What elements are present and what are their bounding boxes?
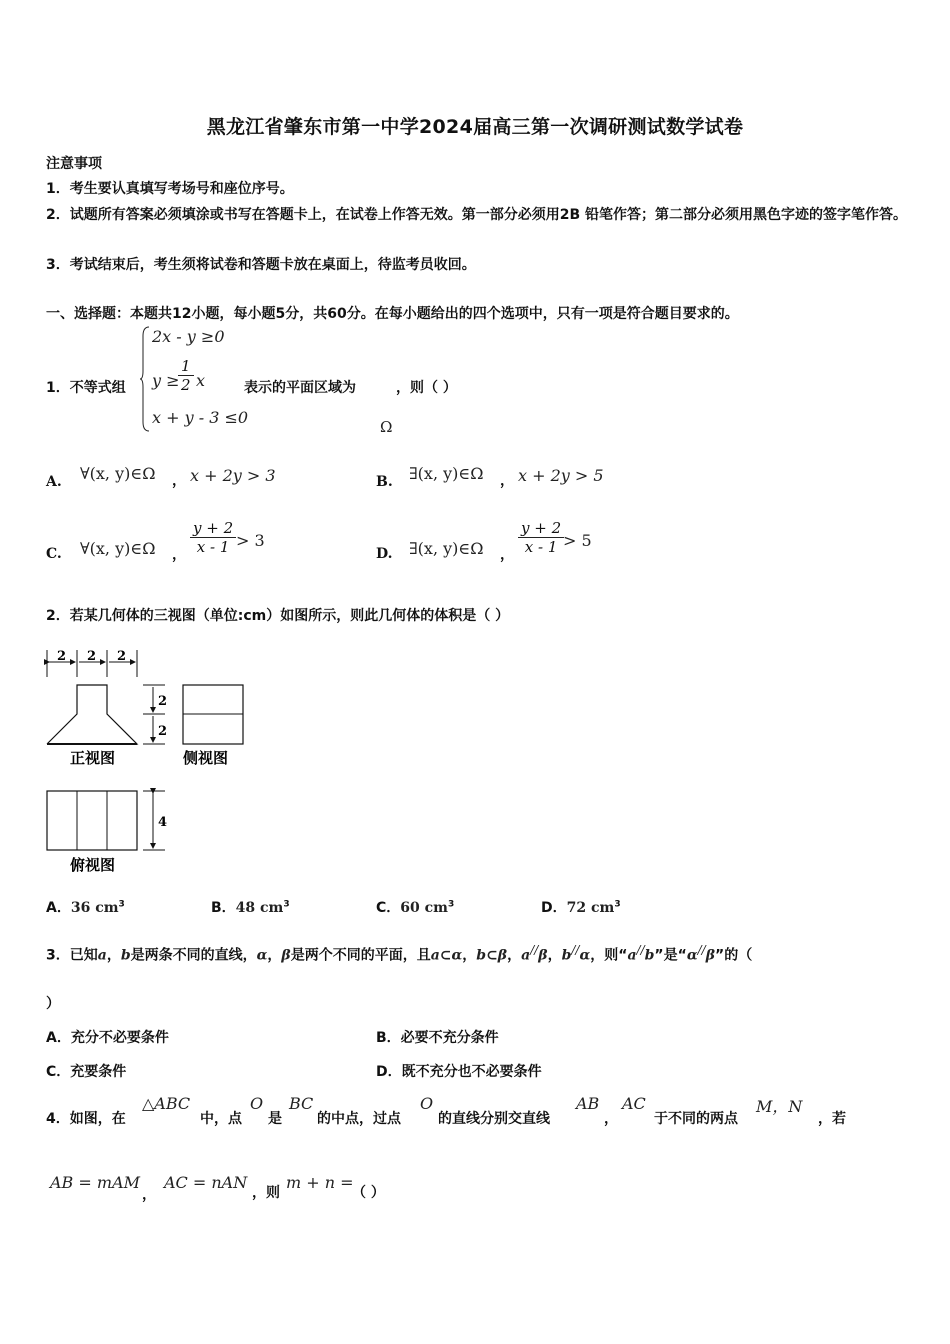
q4-t3: 是 [268,1111,282,1127]
q2-option-d-sup: 3 [614,899,621,910]
q3-option-c[interactable] [46,1061,126,1081]
q3-seg: ， [462,947,477,964]
q1-option-a-expr: x + 2y > 3 [190,466,276,485]
q4-comma2: ， [142,1187,156,1203]
q1-ineq-2-lhs: y ≥ [152,371,180,390]
q1-omega: Ω [380,418,393,436]
q4-eq1: AB = mAM [50,1173,140,1192]
q3-option-a[interactable] [46,1027,169,1047]
q1-option-d-rel: > 5 [563,531,592,550]
q3-var: a [521,947,531,964]
dim-top-1: 2 [57,649,67,664]
q4-t4: 的中点，过点 [317,1111,401,1127]
q3-seg: 是两条不同的直线， [130,947,257,964]
q1-option-b-sep: ， [500,473,514,489]
q2-option-a[interactable] [46,897,125,917]
q1-middle: 表示的平面区域为 [244,380,356,396]
q3-seg: ”是“ [654,947,687,964]
q1-ineq-2-rhs: x [196,371,206,390]
q3-seg: ”的（ [715,947,753,964]
q1-option-c-quant: ∀(x, y)∈Ω [80,539,156,558]
q3-parallel: // [571,943,580,957]
q2-option-b-letter: B． [211,900,236,916]
q1-option-b-letter[interactable]: B. [376,474,393,490]
dim-side-1: 2 [158,694,168,709]
q2-option-b-value: 48 cm [235,900,284,916]
q4-t7: ，若 [818,1111,846,1127]
notice-item-1: 1．考生要认真填写考场号和座位序号。 [46,181,294,197]
q3-seg: ， [547,947,562,964]
q2-option-a-value: 36 cm [70,900,119,916]
q1-option-d-frac [518,519,564,556]
q4-t1: 4．如图，在 [46,1111,126,1127]
q1-option-c-den: x - 1 [196,538,230,556]
dim-side-2: 2 [158,724,168,739]
q1-frac-den: 2 [181,376,191,394]
q3-option-d[interactable] [376,1061,542,1081]
q2-option-a-sup: 3 [118,899,125,910]
q3-close: ） [46,996,60,1012]
q1-option-b-quant: ∃(x, y)∈Ω [409,464,484,483]
q1-option-a-quant: ∀(x, y)∈Ω [80,464,156,483]
q3-var-beta: β [281,947,291,964]
q1-option-d-sep: ， [500,547,514,563]
q3-var: β [538,947,548,964]
q3-expr: a⊂α [430,947,463,964]
q1-option-b-expr: x + 2y > 5 [518,466,604,485]
q3-option-b[interactable] [376,1027,499,1047]
q2-option-c-letter: C． [376,900,401,916]
q3-seg: 是两个不同的平面，且 [290,947,431,964]
top-view-shape [47,791,137,850]
q4-t5: 的直线分别交直线 [438,1111,550,1127]
q3-seg: ， [507,947,522,964]
notice-item-3: 3．考试结束后，考生须将试卷和答题卡放在桌面上，待监考员收回。 [46,257,476,273]
q1-end: ，则（ ） [396,380,457,396]
q1-ineq-1: 2x - y ≥0 [152,327,225,346]
q1-option-a-sep: ， [172,473,186,489]
q1-ineq-2-frac [178,357,194,394]
q2-option-b-sup: 3 [283,899,290,910]
q1-option-c-frac [190,519,236,556]
q4-triangle: △ABC [142,1094,191,1113]
dim-top-3: 2 [117,649,127,664]
q3-var: b [644,947,655,964]
q2-option-a-letter: A． [46,900,71,916]
q1-brace [140,326,150,432]
q3-var: α [579,947,591,964]
q3-seg: ，则“ [590,947,628,964]
q1-ineq-3: x + y - 3 ≤0 [152,408,249,427]
q1-option-d-letter[interactable]: D. [376,546,393,562]
q4-then: ，则 [252,1185,280,1201]
q4-t6: 于不同的两点 [654,1111,738,1127]
q3-option-c-text: 充要条件 [70,1064,127,1080]
q4-end: （ ） [352,1185,385,1201]
front-view-shape [47,685,137,744]
q4-bc: BC [289,1094,314,1113]
q3-option-d-text: 既不充分也不必要条件 [401,1064,542,1080]
q3-parallel: // [636,943,645,957]
q3-text [46,943,752,965]
front-view-label: 正视图 [70,749,116,767]
q3-var-alpha: α [256,947,268,964]
q3-var-b: b [120,947,131,964]
three-view-figure [40,645,260,877]
top-view-label: 俯视图 [70,856,116,874]
q1-option-c-sep: ， [172,547,186,563]
q3-parallel: // [697,943,706,957]
notice-item-2: 2．试题所有答案必须填涂或书写在答题卡上，在试卷上作答无效。第一部分必须用2B 铅笔作答；第二部分必须用黑色字迹的签字笔作答。 [46,207,908,223]
dim-top-2: 2 [87,649,97,664]
q1-option-d-den: x - 1 [524,538,558,556]
q3-option-b-text: 必要不充分条件 [400,1030,499,1046]
q2-option-d-letter: D． [541,900,567,916]
q1-option-c-letter[interactable]: C. [46,546,62,562]
q3-seg: 3．已知 [46,947,98,964]
q3-var: α [686,947,698,964]
q3-seg: ， [106,947,121,964]
section-heading: 一、选择题：本题共12小题，每小题5分，共60分。在每小题给出的四个选项中，只有一项是符合题目要求的。 [46,306,739,322]
q1-option-d-num: y + 2 [518,519,564,538]
q3-seg: ， [267,947,282,964]
q4-t2: 中，点 [200,1111,242,1127]
q3-option-a-letter: A． [46,1030,71,1046]
notice-heading: 注意事项 [46,156,102,172]
q3-option-b-letter: B． [376,1030,401,1046]
side-view-label: 侧视图 [183,749,229,767]
q1-option-c-num: y + 2 [190,519,236,538]
q2-option-c-sup: 3 [447,899,455,910]
q3-var: β [705,947,715,964]
dim-bottom: 4 [158,815,168,830]
q3-var-a: a [97,947,107,964]
q1-option-c-rel: > 3 [236,531,265,550]
q3-parallel: // [530,943,539,957]
q1-option-d-quant: ∃(x, y)∈Ω [409,539,484,558]
q3-option-d-letter: D． [376,1064,402,1080]
q4-eq2: AC = nAN [164,1173,248,1192]
q3-expr: b⊂β [476,947,508,964]
q2-option-c-value: 60 cm [400,900,448,916]
q4-point-o: O [250,1094,264,1113]
q3-var: b [561,947,572,964]
q2-option-d[interactable] [541,897,621,917]
q4-ab: AB [576,1094,600,1113]
q4-point-o2: O [420,1094,434,1113]
q4-ac: AC [622,1094,646,1113]
q2-option-c[interactable] [376,897,454,917]
q3-var: a [627,947,637,964]
q2-option-d-value: 72 cm [566,900,615,916]
page-title: 黑龙江省肇东市第一中学2024届高三第一次调研测试数学试卷 [206,116,744,138]
q4-mn-sum: m + n = [286,1173,354,1192]
q3-option-a-text: 充分不必要条件 [70,1030,169,1046]
q2-text: 2．若某几何体的三视图（单位:cm）如图所示，则此几何体的体积是（ ） [46,608,510,624]
q1-option-a-letter[interactable]: A. [46,474,62,490]
q1-frac-num: 1 [178,357,194,376]
brace-shape [140,326,150,432]
q1-prefix: 1．不等式组 [46,380,126,396]
q4-comma: ， [604,1111,618,1127]
q2-option-b[interactable] [211,897,290,917]
q3-option-c-letter: C． [46,1064,71,1080]
q4-mn: M，N [756,1097,803,1116]
